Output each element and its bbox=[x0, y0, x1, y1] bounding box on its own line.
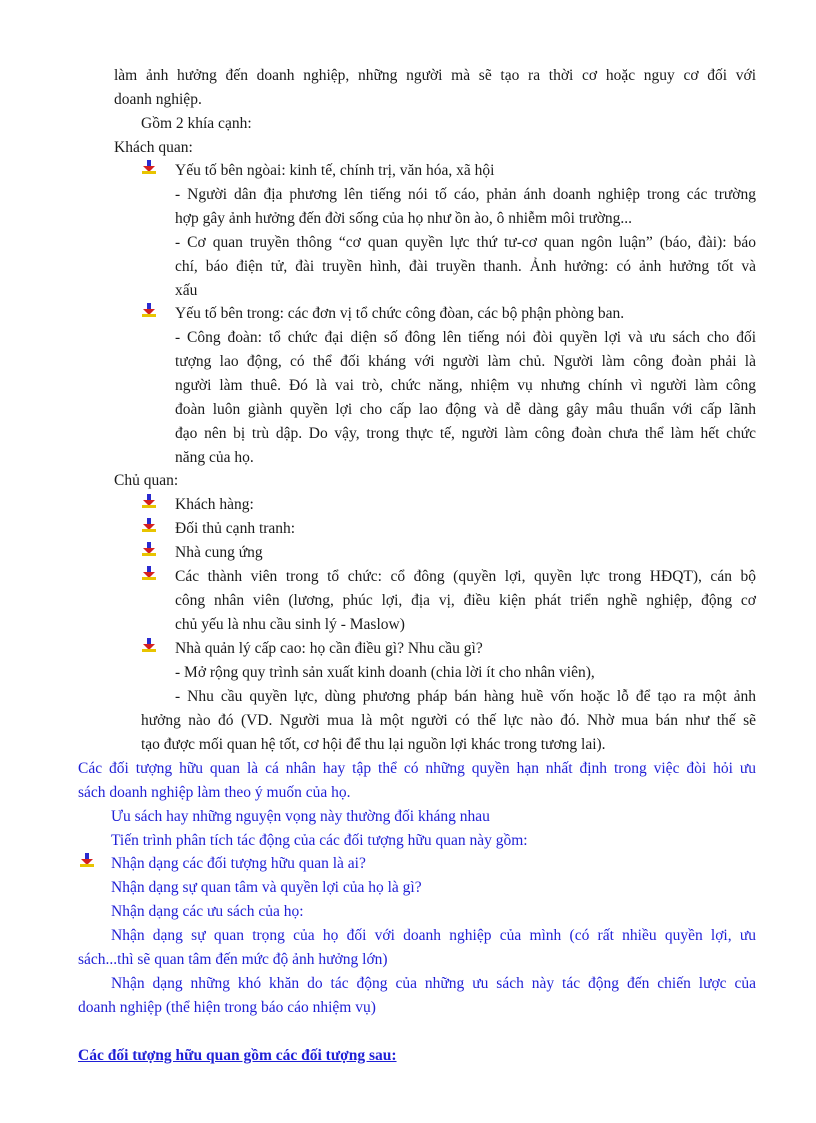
blue-paragraph-line: doanh nghiệp (thể hiện trong báo cáo nhiệm vụ) bbox=[78, 999, 376, 1016]
paragraph-line: người làm thuê. Đó là vai trò, chức năng, nhiệm vụ nhưng chính vì người làm công bbox=[175, 377, 756, 394]
paragraph-line: Gồm 2 khía cạnh: bbox=[141, 115, 252, 132]
bullet-item: Đối thủ cạnh tranh: bbox=[175, 520, 296, 537]
arrow-down-bullet-icon bbox=[80, 853, 94, 867]
blue-paragraph-line: Nhận dạng những khó khăn do tác động của những ưu sách này tác động đến chiến lược của bbox=[111, 975, 756, 992]
bullet-item: Yếu tố bên ngòai: kinh tế, chính trị, văn hóa, xã hội bbox=[175, 162, 495, 179]
blue-paragraph-line: sách...thì sẽ quan tâm đến mức độ ảnh hưởng lớn) bbox=[78, 951, 388, 968]
blue-paragraph-line: Tiến trình phân tích tác động của các đối tượng hữu quan này gồm: bbox=[111, 832, 528, 849]
paragraph-line: xấu bbox=[175, 282, 198, 299]
blue-paragraph-line: Nhận dạng sự quan trọng của họ đối với doanh nghiệp của mình (có rất nhiều quyền lợi, ưu bbox=[111, 927, 756, 944]
section-heading-objective: Khách quan: bbox=[114, 139, 193, 156]
paragraph-line: - Mở rộng quy trình sản xuất kinh doanh (chia lời ít cho nhân viên), bbox=[175, 664, 595, 681]
bullet-item: Khách hàng: bbox=[175, 496, 254, 513]
paragraph-line: đạo nên bị trù dập. Do vậy, trong thực tế, người làm công đoàn chưa thể làm hết chức bbox=[175, 425, 756, 442]
blue-paragraph-line: Các đối tượng hữu quan là cá nhân hay tập thể có những quyền hạn nhất định trong việc đòi hỏi ưu bbox=[78, 760, 756, 777]
blue-paragraph-line: sách doanh nghiệp làm theo ý muốn của họ. bbox=[78, 784, 351, 801]
arrow-down-bullet-icon bbox=[142, 494, 156, 508]
paragraph-line: làm ảnh hưởng đến doanh nghiệp, những người mà sẽ tạo ra thời cơ hoặc nguy cơ đối với bbox=[114, 67, 756, 84]
bullet-item: Yếu tố bên trong: các đơn vị tổ chức công đòan, các bộ phận phòng ban. bbox=[175, 305, 625, 322]
paragraph-line: doanh nghiệp. bbox=[114, 91, 202, 108]
blue-paragraph-line: Ưu sách hay những nguyện vọng này thường đối kháng nhau bbox=[111, 808, 490, 825]
paragraph-line: hợp gây ảnh hưởng đến đời sống của họ như ồn ào, ô nhiễm môi trường... bbox=[175, 210, 633, 227]
arrow-down-bullet-icon bbox=[142, 566, 156, 580]
arrow-down-bullet-icon bbox=[142, 160, 156, 174]
section-heading-stakeholders: Các đối tượng hữu quan gồm các đối tượng sau: bbox=[78, 1047, 397, 1064]
paragraph-line: năng của họ. bbox=[175, 449, 254, 466]
paragraph-line: hưởng nào đó (VD. Người mua là một người có thế lực nào đó. Nhờ mua bán như thế sẽ bbox=[141, 712, 756, 729]
paragraph-line: tạo được mối quan hệ tốt, cơ hội để thu lại nguồn lợi khác trong tương lai). bbox=[141, 736, 606, 753]
blue-paragraph-line: Nhận dạng các ưu sách của họ: bbox=[111, 903, 304, 920]
paragraph-line: chí, báo điện tử, đài truyền hình, đài truyền thanh. Ảnh hưởng: có ảnh hưởng tốt và bbox=[175, 258, 756, 275]
blue-paragraph-line: Nhận dạng sự quan tâm và quyền lợi của họ là gì? bbox=[111, 879, 422, 896]
bullet-item: Các thành viên trong tổ chức: cổ đông (quyền lợi, quyền lực trong HĐQT), cán bộ bbox=[175, 568, 756, 585]
section-heading-subjective: Chủ quan: bbox=[114, 472, 179, 489]
arrow-down-bullet-icon bbox=[142, 518, 156, 532]
paragraph-line: công nhân viên (lương, phúc lợi, địa vị, điều kiện phát triển nghề nghiệp, động cơ bbox=[175, 592, 756, 609]
paragraph-line: - Công đoàn: tổ chức đại diện số đông lên tiếng nói đòi quyền lợi và ưu sách cho đối bbox=[175, 329, 756, 346]
paragraph-line: - Nhu cầu quyền lực, dùng phương pháp bán hàng huề vốn hoặc lỗ để tạo ra một ảnh bbox=[175, 688, 756, 705]
arrow-down-bullet-icon bbox=[142, 542, 156, 556]
arrow-down-bullet-icon bbox=[142, 303, 156, 317]
paragraph-line: tượng lao động, có thể đối kháng với người làm chủ. Người làm công đoàn phải là bbox=[175, 353, 756, 370]
paragraph-line: đoàn luôn giành quyền lợi cho cấp lao động và dễ dàng gây mâu thuẩn với cấp lãnh bbox=[175, 401, 756, 418]
paragraph-line: chủ yếu là nhu cầu sinh lý - Maslow) bbox=[175, 616, 405, 633]
paragraph-line: - Cơ quan truyền thông “cơ quan quyền lực thứ tư-cơ quan ngôn luận” (báo, đài): báo bbox=[175, 234, 756, 251]
blue-bullet-item: Nhận dạng các đối tượng hữu quan là ai? bbox=[111, 855, 366, 872]
arrow-down-bullet-icon bbox=[142, 638, 156, 652]
bullet-item: Nhà cung ứng bbox=[175, 544, 263, 561]
paragraph-line: - Người dân địa phương lên tiếng nói tố cáo, phản ánh doanh nghiệp trong các trường bbox=[175, 186, 756, 203]
bullet-item: Nhà quản lý cấp cao: họ cần điều gì? Nhu cầu gì? bbox=[175, 640, 483, 657]
